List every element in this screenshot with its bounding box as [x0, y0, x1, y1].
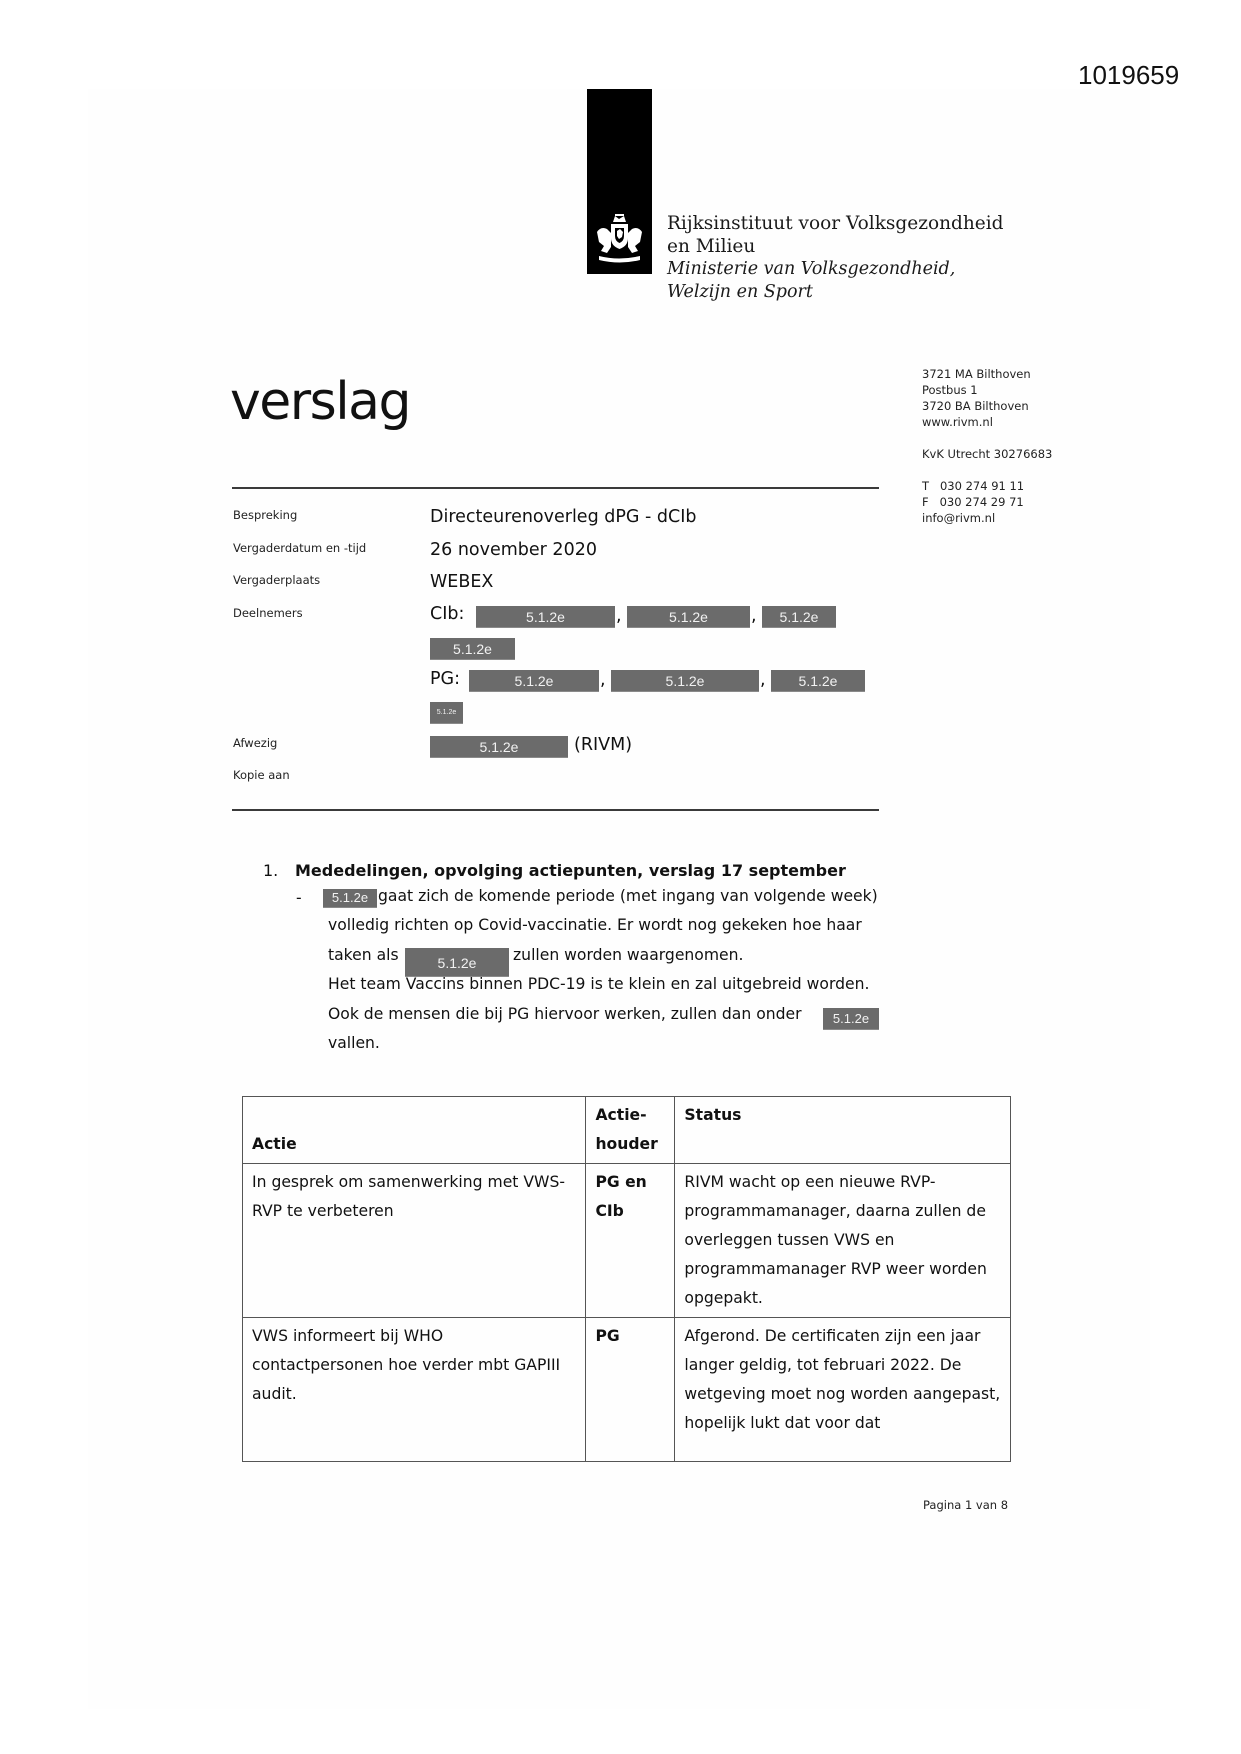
- phone-number: T 030 274 91 11: [922, 479, 1025, 493]
- label-bespreking: Bespreking: [233, 508, 298, 522]
- org-line-2: en Milieu: [667, 236, 756, 257]
- cell-actie: VWS informeert bij WHO contactpersonen hoe verder mbt GAPIII audit.: [243, 1318, 586, 1462]
- document-id: 1019659: [1078, 60, 1180, 90]
- value-bespreking: Directeurenoverleg dPG - dCIb: [430, 507, 697, 527]
- action-table: [242, 1096, 1011, 1462]
- table-row: [243, 1318, 1011, 1462]
- header-rule-top: [232, 487, 879, 489]
- redaction-box: 5.1.2e: [430, 638, 515, 660]
- comma: ,: [616, 606, 622, 626]
- address-line-2: Postbus 1: [922, 383, 978, 397]
- address-line-1: 3721 MA Bilthoven: [922, 367, 1031, 381]
- label-vergaderplaats: Vergaderplaats: [233, 573, 321, 587]
- redaction-box: 5.1.2e: [476, 606, 615, 628]
- label-deelnemers: Deelnemers: [233, 606, 303, 620]
- address-line-3: 3720 BA Bilthoven: [922, 399, 1029, 413]
- value-vergaderdatum: 26 november 2020: [430, 540, 597, 560]
- value-vergaderplaats: WEBEX: [430, 572, 494, 592]
- redaction-box: 5.1.2e: [469, 670, 599, 692]
- body-line-4: Het team Vaccins binnen PDC-19 is te klein en zal uitgebreid worden.: [328, 975, 870, 993]
- body-line-3a: taken als: [328, 946, 399, 964]
- section-heading: [263, 861, 846, 880]
- section-title: Mededelingen, opvolging actiepunten, verslag 17 september: [295, 861, 846, 880]
- cell-status: RIVM wacht op een nieuwe RVP-programmamanager, daarna zullen de overleggen tussen VWS en programmamanager RVP weer worden opgepakt.: [675, 1164, 1011, 1318]
- header-rule-bottom: [232, 809, 879, 811]
- body-line-5: Ook de mensen die bij PG hiervoor werken, zullen dan onder: [328, 1005, 802, 1023]
- column-header-actiehouder: [586, 1097, 675, 1164]
- website: www.rivm.nl: [922, 415, 993, 429]
- spacer: [922, 430, 1052, 446]
- body-line-1: gaat zich de komende periode (met ingang van volgende week): [378, 887, 878, 905]
- cell-actiehouder: PG: [586, 1318, 675, 1462]
- sender-block: [922, 366, 1052, 526]
- kvk-number: KvK Utrecht 30276683: [922, 447, 1053, 461]
- bullet-dash: -: [296, 889, 302, 907]
- redaction-box: 5.1.2e: [430, 736, 568, 758]
- cell-status: Afgerond. De certificaten zijn een jaar langer geldig, tot februari 2022. De wetgeving moet nog worden aangepast, hopelijk lukt dat voor dat: [675, 1318, 1011, 1462]
- comma: ,: [760, 670, 766, 690]
- body-line-6: vallen.: [328, 1034, 380, 1052]
- rijksoverheid-logo-bar: [587, 89, 652, 274]
- table-row: [243, 1164, 1011, 1318]
- body-line-2: volledig richten op Covid-vaccinatie. Er wordt nog gekeken hoe haar: [328, 916, 862, 934]
- body-line-3b: zullen worden waargenomen.: [513, 946, 744, 964]
- column-header-status: Status: [675, 1097, 1011, 1164]
- header-line-1: Actie-: [595, 1106, 647, 1124]
- email-address: info@rivm.nl: [922, 511, 996, 525]
- spacer: [922, 462, 1052, 478]
- value-pg-prefix: PG:: [430, 669, 461, 689]
- redaction-box: 5.1.2e: [823, 1008, 879, 1030]
- cell-actie: In gesprek om samenwerking met VWS-RVP te verbeteren: [243, 1164, 586, 1318]
- header-line-2: houder: [595, 1135, 658, 1153]
- redaction-box: 5.1.2e: [430, 702, 463, 724]
- ministry-line-2: Welzijn en Sport: [667, 282, 813, 302]
- organisation-name: [667, 212, 1003, 304]
- redaction-box: 5.1.2e: [611, 670, 759, 692]
- cell-actiehouder: PG en CIb: [586, 1164, 675, 1318]
- redaction-box: 5.1.2e: [323, 889, 377, 908]
- comma: ,: [751, 606, 757, 626]
- document-title: verslag: [230, 372, 411, 432]
- value-cib-prefix: CIb:: [430, 604, 465, 624]
- redaction-box: 5.1.2e: [627, 606, 750, 628]
- label-afwezig: Afwezig: [233, 736, 278, 750]
- table-header-row: [243, 1097, 1011, 1164]
- column-header-actie: Actie: [243, 1097, 586, 1164]
- redaction-box: 5.1.2e: [405, 948, 509, 977]
- redaction-box: 5.1.2e: [771, 670, 865, 692]
- page-number: Pagina 1 van 8: [923, 1498, 1009, 1512]
- value-afwezig-suffix: (RIVM): [574, 735, 633, 755]
- redaction-box: 5.1.2e: [762, 606, 836, 628]
- coat-of-arms-icon: [593, 212, 646, 266]
- ministry-line-1: Ministerie van Volksgezondheid,: [667, 259, 956, 279]
- label-vergaderdatum: Vergaderdatum en -tijd: [233, 541, 367, 555]
- comma: ,: [600, 670, 606, 690]
- org-line-1: Rijksinstituut voor Volksgezondheid: [667, 213, 1004, 234]
- section-number: 1.: [263, 861, 279, 880]
- label-kopie-aan: Kopie aan: [233, 768, 290, 782]
- fax-number: F 030 274 29 71: [922, 495, 1024, 509]
